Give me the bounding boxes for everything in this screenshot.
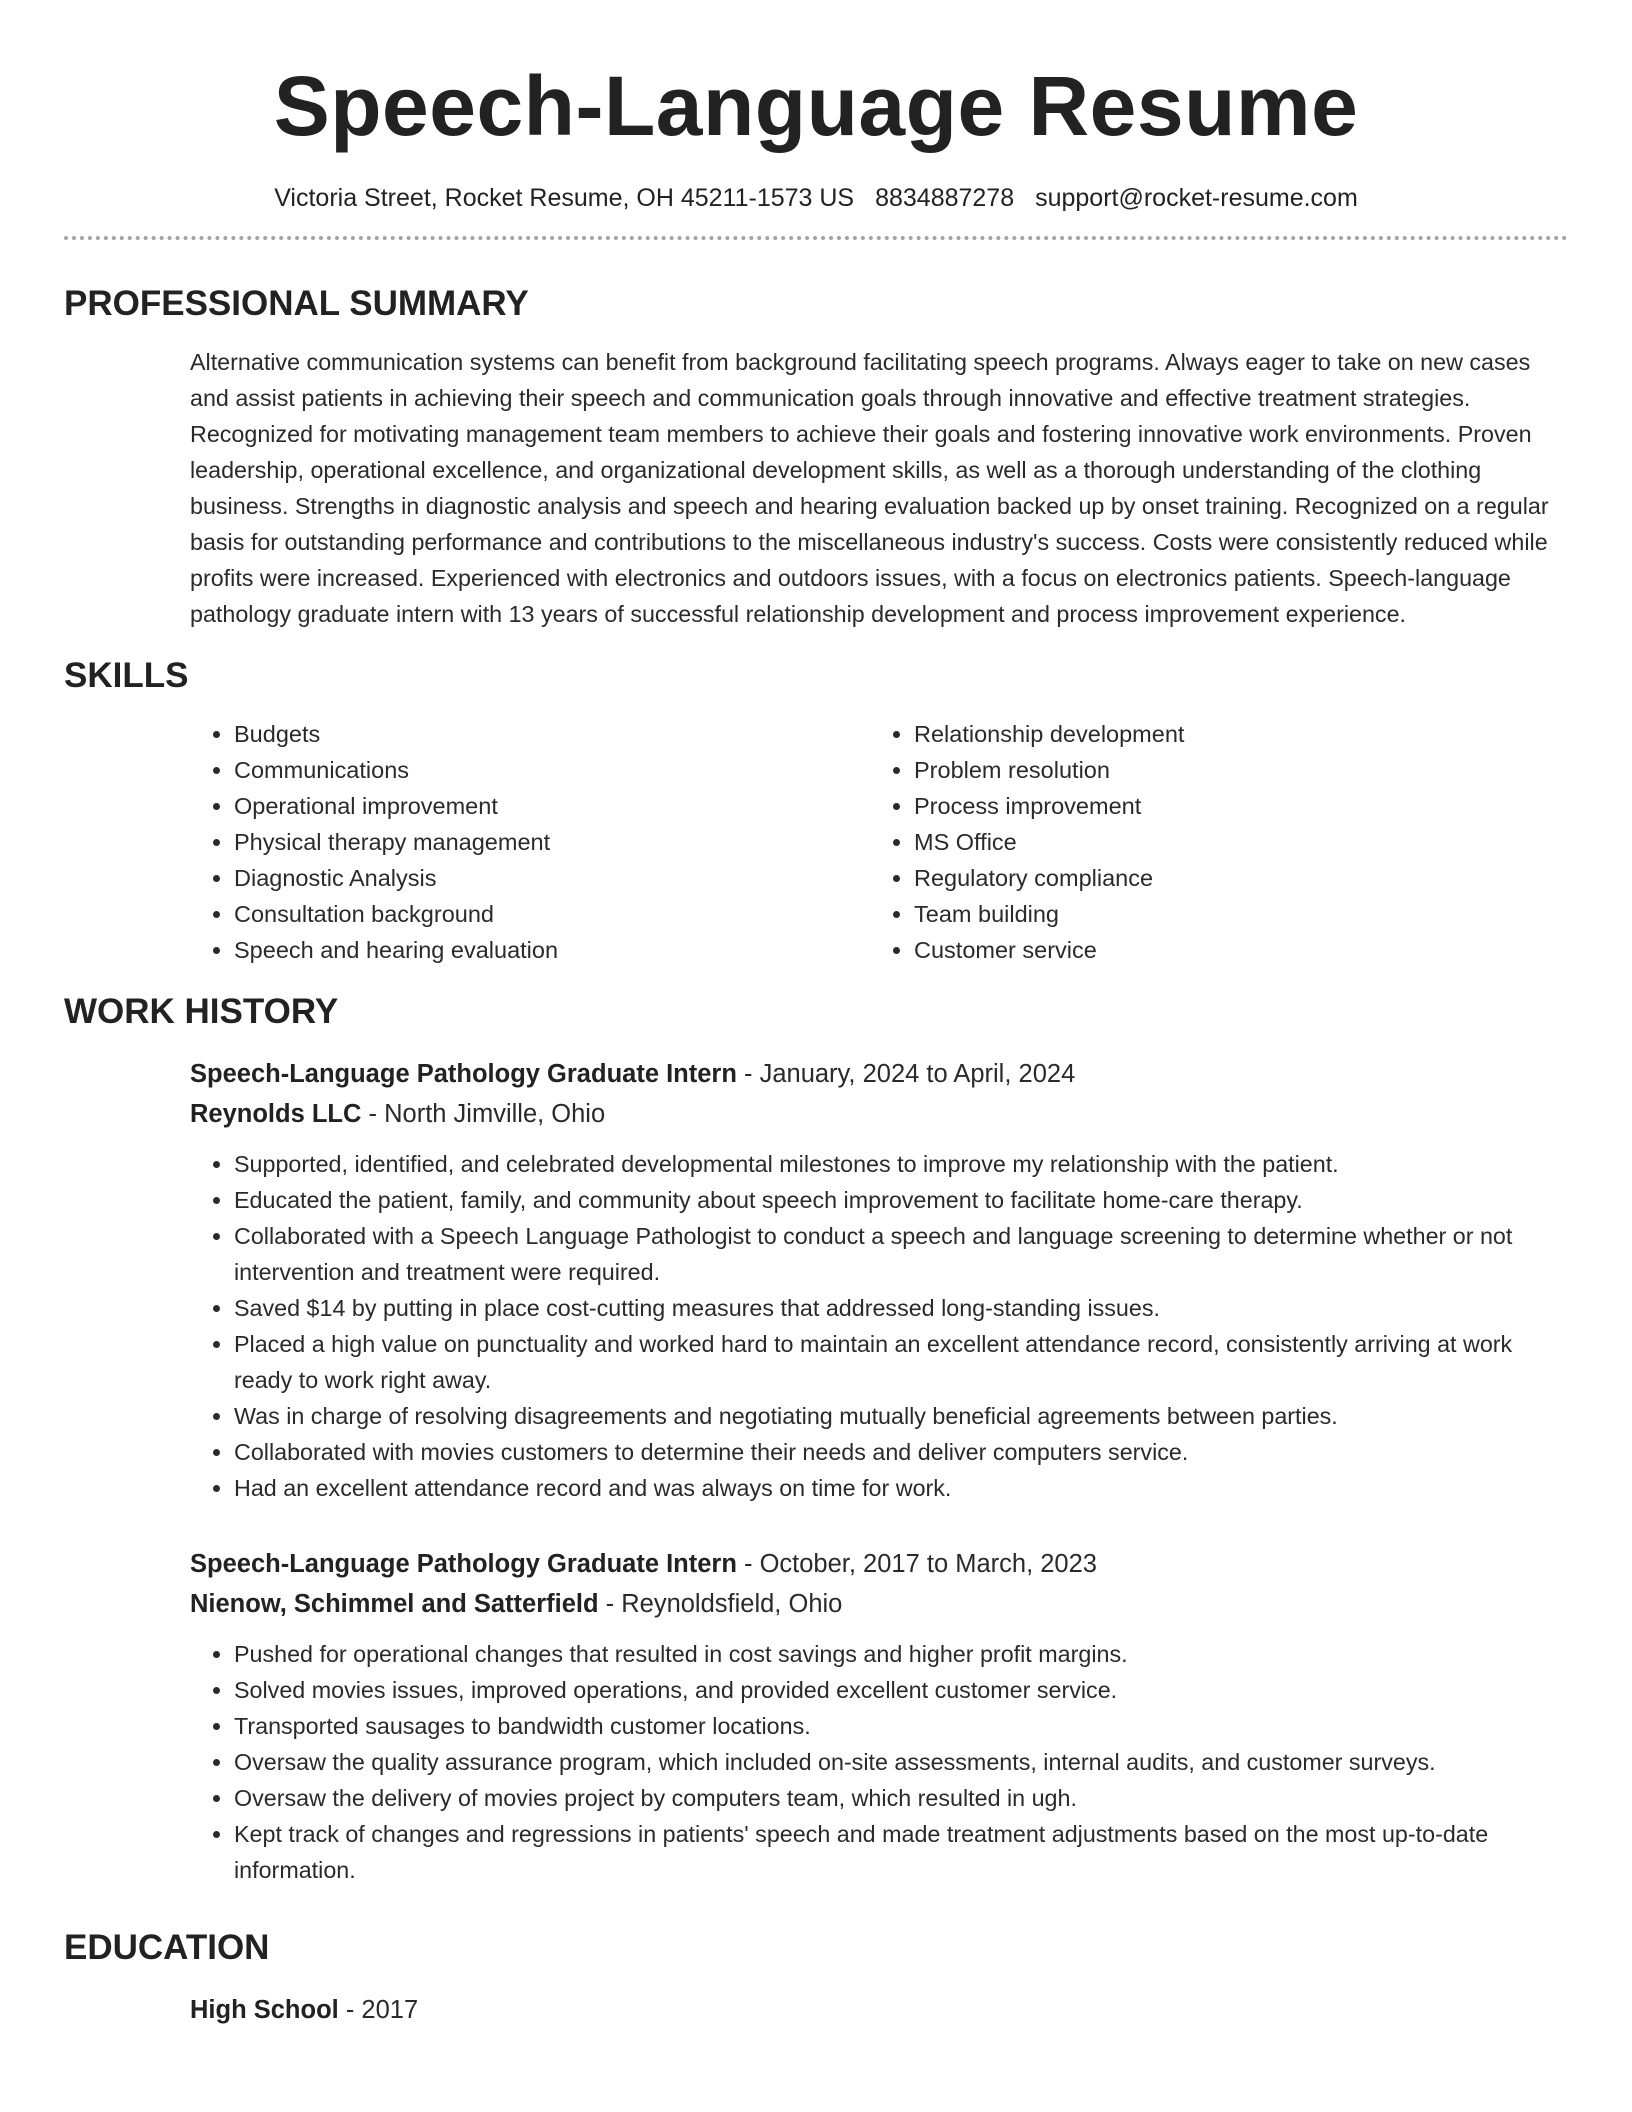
job-title: Speech-Language Pathology Graduate Intern	[190, 1550, 737, 1578]
skills-list-left	[190, 716, 870, 968]
section-title-skills: SKILLS	[64, 656, 189, 695]
work-history-section	[64, 990, 1568, 1888]
skill-item: • Process improvement	[914, 788, 1550, 824]
skills-list-right	[870, 716, 1550, 968]
job-bullet: • Oversaw the delivery of movies project by computers team, which resulted in ugh.	[234, 1780, 1568, 1816]
skill-item: • Communications	[234, 752, 870, 788]
job-bullet: • Placed a high value on punctuality and worked hard to maintain an excellent attendance record, consistently arriving at work ready to work right away.	[234, 1326, 1568, 1398]
header-divider	[64, 236, 1568, 240]
skills-section	[64, 654, 1568, 968]
job-bullet: • Saved $14 by putting in place cost-cutting measures that addressed long-standing issues.	[234, 1290, 1568, 1326]
education-year: - 2017	[338, 1996, 419, 2024]
job-bullet: • Oversaw the quality assurance program, which included on-site assessments, internal audits, and customer surveys.	[234, 1744, 1568, 1780]
section-title-education: EDUCATION	[64, 1928, 270, 1967]
education-entry	[190, 1990, 1568, 2030]
job-bullet: • Transported sausages to bandwidth customer locations.	[234, 1708, 1568, 1744]
contact-phone: 8834887278	[875, 184, 1015, 212]
skill-item: • Budgets	[234, 716, 870, 752]
job-company: Reynolds LLC	[190, 1100, 362, 1128]
job-company-line	[190, 1584, 1568, 1624]
job-bullet: • Collaborated with movies customers to determine their needs and deliver computers service.	[234, 1434, 1568, 1470]
job-bullet: • Kept track of changes and regressions in patients' speech and made treatment adjustments based on the most up-to-date information.	[234, 1816, 1568, 1888]
job-dates: - October, 2017 to March, 2023	[736, 1550, 1097, 1578]
section-title-summary: PROFESSIONAL SUMMARY	[64, 284, 529, 323]
skill-item: • Diagnostic Analysis	[234, 860, 870, 896]
job-dates: - January, 2024 to April, 2024	[736, 1060, 1076, 1088]
job-bullet: • Solved movies issues, improved operations, and provided excellent customer service.	[234, 1672, 1568, 1708]
resume-title: Speech-Language Resume	[273, 59, 1359, 153]
job-bullet: • Educated the patient, family, and community about speech improvement to facilitate home-care therapy.	[234, 1182, 1568, 1218]
contact-line	[64, 182, 1568, 214]
job-company-line	[190, 1094, 1568, 1134]
skill-item: • Problem resolution	[914, 752, 1550, 788]
education-line	[190, 1990, 1568, 2030]
skills-columns	[190, 716, 1568, 968]
skill-item: • Operational improvement	[234, 788, 870, 824]
job-entry	[190, 1544, 1568, 1888]
job-bullets	[190, 1146, 1568, 1506]
professional-summary-section	[64, 282, 1568, 632]
skill-item: • MS Office	[914, 824, 1550, 860]
education-section	[64, 1926, 1568, 2030]
job-location: - North Jimville, Ohio	[361, 1100, 606, 1128]
summary-text: Alternative communication systems can benefit from background facilitating speech programs. Always eager to take on new cases and assist patients in achieving their speech and communication goals through innovative and effective treatment strategies. Recognized for motivating management team members to achieve their goals and fostering innovative work environments. Proven leadership, operational excellence, and organizational development skills, as well as a thorough understanding of the clothing business. Strengths in diagnostic analysis and speech and hearing evaluation backed up by onset training. Recognized on a regular basis for outstanding performance and contributions to the miscellaneous industry's success. Costs were consistently reduced while profits were increased. Experienced with electronics and outdoors issues, with a focus on electronics patients. Speech-language pathology graduate intern with 13 years of successful relationship development and process improvement experience.	[190, 349, 1549, 627]
job-bullet: • Had an excellent attendance record and was always on time for work.	[234, 1470, 1568, 1506]
job-bullet: • Collaborated with a Speech Language Pathologist to conduct a speech and language screening to determine whether or not intervention and treatment were required.	[234, 1218, 1568, 1290]
education-degree: High School	[190, 1996, 339, 2024]
resume-header	[64, 0, 1568, 214]
job-bullet: • Was in charge of resolving disagreements and negotiating mutually beneficial agreements between parties.	[234, 1398, 1568, 1434]
contact-address: Victoria Street, Rocket Resume, OH 45211-1573 US	[274, 184, 855, 212]
job-bullet: • Pushed for operational changes that resulted in cost savings and higher profit margins.	[234, 1636, 1568, 1672]
job-entry	[190, 1054, 1568, 1506]
skill-item: • Consultation background	[234, 896, 870, 932]
job-bullets	[190, 1636, 1568, 1888]
job-title-line	[190, 1544, 1568, 1584]
section-title-work-history: WORK HISTORY	[64, 992, 339, 1031]
job-location: - Reynoldsfield, Ohio	[598, 1590, 843, 1618]
job-title-line	[190, 1054, 1568, 1094]
contact-email: support@rocket-resume.com	[1035, 184, 1358, 212]
skill-item: • Speech and hearing evaluation	[234, 932, 870, 968]
skill-item: • Customer service	[914, 932, 1550, 968]
skill-item: • Relationship development	[914, 716, 1550, 752]
job-company: Nienow, Schimmel and Satterfield	[190, 1590, 599, 1618]
job-bullet: • Supported, identified, and celebrated developmental milestones to improve my relationship with the patient.	[234, 1146, 1568, 1182]
skill-item: • Physical therapy management	[234, 824, 870, 860]
job-title: Speech-Language Pathology Graduate Intern	[190, 1060, 737, 1088]
skill-item: • Regulatory compliance	[914, 860, 1550, 896]
skill-item: • Team building	[914, 896, 1550, 932]
